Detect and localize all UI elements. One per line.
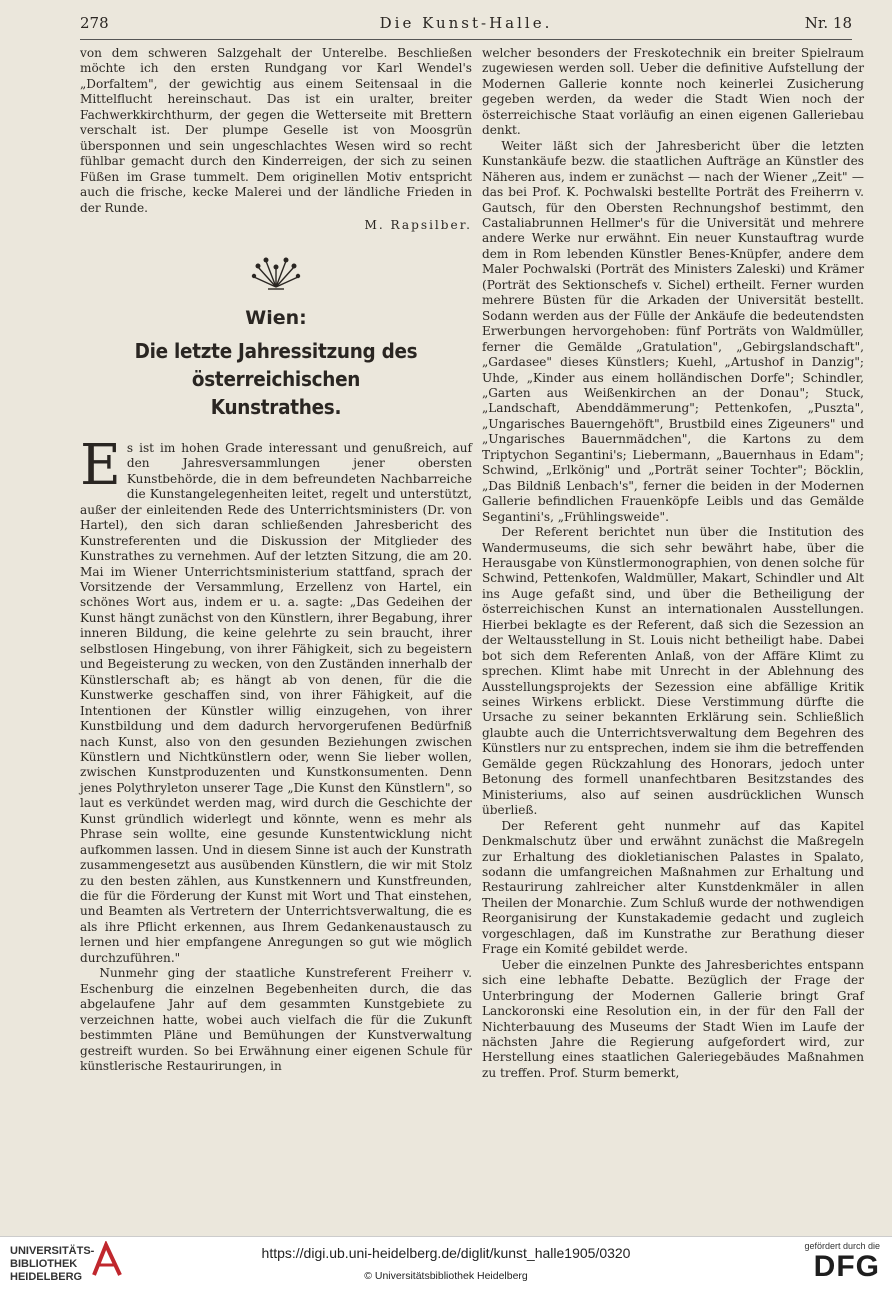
headline-line-1: Die letzte Jahressitzung des österreichischen bbox=[134, 338, 418, 391]
right-paragraph-5: Ueber die einzelnen Punkte des Jahresberichtes entspann sich eine lebhafte Debatte. Bezüglich der Frage der Unterbringung der Modernen Gallerie bringt Graf Lanckoronski eine Resolution ein, in der für den Fall der Nichterbauung des Museums der Stadt Wien im Laufe der nächsten Jahre die Regierung aufgefordert wird, zur Herstellung eines staatlichen Galeriegebäudes Maßnahmen zu treffen. Prof. Sturm bemerkt, bbox=[482, 957, 864, 1080]
dfg-funding-logo[interactable] bbox=[760, 1241, 880, 1283]
library-name-line-3: HEIDELBERG bbox=[10, 1271, 83, 1283]
drop-cap: E bbox=[80, 432, 121, 498]
author-signature: M. Rapsilber. bbox=[364, 217, 472, 232]
right-column bbox=[482, 46, 864, 1081]
header-rule bbox=[80, 39, 852, 40]
library-name-line-1: UNIVERSITÄTS- bbox=[10, 1245, 95, 1257]
viewer-footer bbox=[0, 1236, 892, 1292]
article-paragraph-2: Nunmehr ging der staatliche Kunstreferent Freiherr v. Eschenburg die einzelnen Begebenheiten durch, die das abgelaufene Jahr auf dem gesammten Kunstgebiete zu verzeichnen hatte, wobei auch vielfach die für die Zukunft bestimmten Pläne und Bemühungen der Kunstverwaltung gestreift wurden. So bei Erwähnung einer eigenen Schule für künstlerische Restaurirungen, in bbox=[80, 966, 472, 1074]
article-paragraph-1 bbox=[80, 432, 472, 966]
ornament-icon bbox=[80, 253, 472, 293]
page-number: 278 bbox=[80, 14, 109, 32]
headline-line-2: Kunstrathes. bbox=[210, 394, 342, 419]
running-header bbox=[80, 12, 852, 36]
left-column bbox=[80, 46, 472, 1074]
copyright-notice: © Universitätsbibliothek Heidelberg bbox=[364, 1270, 528, 1282]
right-paragraph-2: Weiter läßt sich der Jahresbericht über die letzten Kunstankäufe bezw. die staatlichen Aufträge an Künstler des Näheren aus, indem er zunächst — nach der Wiener „Zeit" — das bei Prof. K. Pochwalski bestellte Porträt des Freiherrn v. Gautsch, für den Obersten Rechnungshof bestimmt, den Castaliabrunnen Hellmer's für die Universität und mehrere andere Werke nur erwähnt. Ein neuer Kunstauftrag wurde dem in Rom lebenden Künstler Benes-Knüpfer, andere dem Maler Pochwalski (Porträt des Ministers Zaleski) und Krämer (Porträt des Sektionschefs v. Sichel) ertheilt. Ferner wurden mehrere Büsten für die Arkaden der Universität bestellt. Sodann werden aus der Fülle der Ankäufe die bedeutendsten Erwerbungen hervorgehoben: fünf Porträts von Waldmüller, ferner die Gemälde „Gratulation", „Gebirgslandschaft", „Gardasee" dieses Künstlers; Kuehl, „Artushof in Danzig"; Uhde, „Kinder aus einem holländischen Dorfe"; Schindler, „Garten aus Weißenkirchen an der Donau"; Stuck, „Landschaft, Abenddämmerung"; Pettenkofen, „Puszta", „Ungarisches Bauerngehöft", Brustbild eines Zigeuners" und „Ungarisches Bauernmädchen", die Kartons zu dem Triptychon Segantini's; Liebermann, „Bauernhaus in Edam"; Schwind, „Erlkönig" und „Porträt seiner Tochter"; Böcklin, „Das Bildniß Lenbach's", ferner die beiden in der Modernen Gallerie befindlichen Frauenköpfe Leibls und das Gemälde Segantini's, „Frühlingsweide". bbox=[482, 138, 864, 524]
right-paragraph-4: Der Referent geht nunmehr auf das Kapitel Denkmalschutz über und erwähnt zunächst die Maßregeln zur Erhaltung des diokletianischen Palastes in Spalato, sodann die umfangreichen Maßnahmen zur Erhaltung und Restaurirung zahlreicher alter Kunstdenkmäler in allen Theilen der Monarchie. Zum Schluß wurde der nothwendigen Reorganisirung der Kunstakademie gedacht und zugleich vorgeschlagen, daß im Kunstrathe zur Berathung dieser Frage ein Komité gebildet werde. bbox=[482, 818, 864, 957]
funding-caption: gefördert durch die bbox=[804, 1241, 880, 1251]
library-name-line-2: BIBLIOTHEK bbox=[10, 1258, 78, 1270]
right-paragraph-1: welcher besonders der Freskotechnik ein breiter Spielraum zugewiesen werden soll. Ueber die definitive Aufstellung der Modernen Gallerie konnte noch keinerlei Zusicherung gegeben werden, da weder die Stadt Wien noch der österreichische Staat vorläufig an einen eigenen Galleriebau denkt. bbox=[482, 46, 864, 138]
intro-paragraph: von dem schweren Salzgehalt der Unterelbe. Beschließen möchte ich den ersten Rundgang vor Karl Wendel's „Dorfaltem", der gewichtig aus einem Seitensaal in die Mittelflucht hereinschaut. Das ist ein uralter, breiter Fachwerkkirchthurm, der gegen die Wetterseite mit Brettern verschalt ist. Der plumpe Geselle ist von Moosgrün übersponnen und sein ungeschlachtes Wesen wird so recht fühlbar gemacht durch den Kinderreigen, der sich zu seinen Füßen im Grase tummelt. Dem originellen Motiv entspricht auch die frische, kecke Malerei und der ländliche Frieden in der Runde. bbox=[80, 46, 472, 215]
article-kicker: Wien: bbox=[245, 307, 307, 330]
journal-title: Die Kunst-Halle. bbox=[379, 14, 553, 32]
article-paragraph-1-text: s ist im hohen Grade interessant und genußreich, auf den Jahresversammlungen jener obersten Kunstbehörde, die in dem befreundeten Nachbarreiche die Kunstangelegenheiten leitet, regelt und unterstützt, außer der einleitenden Rede des Unterrichtsministers (Dr. von Hartel), den sich daran schließenden Jahresbericht des Kunstreferenten und die Diskussion der Mitglieder des Kunstrathes zu vernehmen. Auf der letzten Sitzung, die am 20. Mai im Wiener Unterrichtsministerium stattfand, sprach der Vorsitzende der Versammlung, Erzellenz von Hartel, ein schönes Wort aus, indem er u. a. sagte: „Das Gedeihen der Kunst hängt zunächst von den Künstlern, ihrer Begabung, ihrer inneren Bildung, die keine gelehrte zu sein braucht, ihrer selbstlosen Hingebung, von ihrer Fähigkeit, sich zu begeistern und Begeisterung zu wecken, von den Zuständen innerhalb der Künstlerschaft ab; es hängt ab von denen, für die die Kunstwerke geschaffen sind, von ihrer Fähigkeit, auf die Intentionen der Künstler willig einzugehen, von ihrer Kunstbildung und dem dadurch hervorgerufenen Bedürfniß nach Kunst, also von den gesunden Beziehungen zwischen Künstlern und Nichtkünstlern oder, wenn Sie lieber wollen, zwischen Kunstproduzenten und Kunstkonsumenten. Denn jenes Polythryleton unserer Tage „Die Kunst den Künstlern", so laut es verkündet werden mag, wird durch die Geschichte der Kunst gründlich widerlegt und könnte, wenn es mehr als Phrase sein wollte, eine gesunde Kunstentwicklung nicht aufkommen lassen. Und in diesem Sinne ist auch der Kunstrath zusammengesetzt aus ausübenden Künstlern, die wir mit Stolz zu den besten zählen, aus Kunstkennern und Kunstfreunden, die für die Förderung der Kunst mit Wort und That einstehen, und Beamten als Vertretern der Unterrichtsverwaltung, die es als ihre Pflicht erkennen, aus Ihrem Gedankenaustausch zu lernen und hier empfangene Anregungen so gut wie möglich durchzuführen." bbox=[80, 440, 472, 965]
dfg-wordmark: DFG bbox=[813, 1250, 880, 1283]
article-headline bbox=[96, 337, 457, 421]
permalink-url[interactable]: https://digi.ub.uni-heidelberg.de/diglit/kunst_halle1905/0320 bbox=[261, 1245, 631, 1261]
right-paragraph-3: Der Referent berichtet nun über die Institution des Wandermuseums, die sich sehr bewährt habe, über die Herausgabe von Künstlermonographien, von denen solche für Schwind, Pettenkofen, Waldmüller, Makart, Schindler und Alt ins Auge gefaßt sind, und über die Betheiligung der österreichischen Kunst an internationalen Ausstellungen. Hierbei beklagte es der Referent, daß sich die Sezession an der Weltausstellung in St. Louis nicht betheiligt habe. Dabei bot sich dem Referenten Anlaß, von der Affäre Klimt zu sprechen. Klimt habe mit Unrecht in der Ablehnung des Ausstellungsprojekts der Sezession eine abfällige Kritik seines Wirkens erblickt. Diese Verstimmung dürfte die Ursache zu seiner bekannten Erklärung sein. Schließlich glaubte auch die Unterrichtsverwaltung dem Begehren des Künstlers nur zu entsprechen, indem sie ihm die betreffenden Gemälde gegen Rückzahlung des Honorars, jedoch unter Betonung des formell unanfechtbaren Besitzstandes des Ministeriums, also auf seinen ausdrücklichen Wunsch überließ. bbox=[482, 525, 864, 818]
issue-number: Nr. 18 bbox=[804, 14, 852, 32]
